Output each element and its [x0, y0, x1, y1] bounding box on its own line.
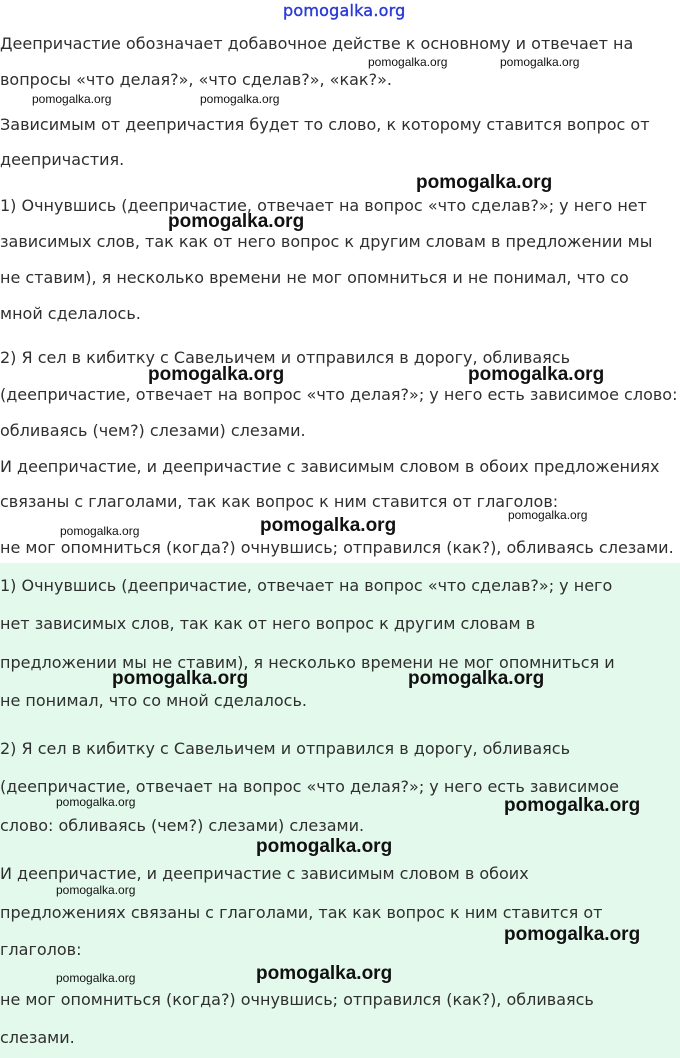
watermark: pomogalka.org [60, 524, 140, 538]
question-line: И деепричастие, и деепричастие с зависимым словом в обоих предложениях [0, 457, 660, 476]
watermark: pomogalka.org [260, 515, 397, 536]
watermark: pomogalka.org [504, 924, 641, 945]
answer-line: (деепричастие, отвечает на вопрос «что делая?»; у него есть зависимое [0, 777, 619, 796]
watermark: pomogalka.org [32, 92, 112, 106]
question-line: деепричастия. [0, 150, 125, 169]
watermark: pomogalka.org [56, 971, 136, 985]
question-line: 2) Я сел в кибитку с Савельичем и отправился в дорогу, обливаясь [0, 348, 570, 367]
question-line: 1) Очнувшись (деепричастие, отвечает на вопрос «что сделав?»; у него нет [0, 196, 647, 215]
question-line: связаны с глаголами, так как вопрос к ним ставится от глаголов: [0, 492, 559, 511]
answer-line: 2) Я сел в кибитку с Савельичем и отправился в дорогу, обливаясь [0, 739, 570, 758]
watermark: pomogalka.org [416, 172, 553, 193]
watermark: pomogalka.org [508, 508, 588, 522]
watermark: pomogalka.org [504, 795, 641, 816]
answer-line: не понимал, что со мной сделалось. [0, 691, 307, 710]
answer-line: глаголов: [0, 940, 82, 959]
question-line: вопросы «что делая?», «что сделав?», «как?». [0, 70, 392, 89]
watermark: pomogalka.org [200, 92, 280, 106]
watermark: pomogalka.org [56, 883, 136, 897]
answer-line: слово: обливаясь (чем?) слезами) слезами. [0, 816, 365, 835]
question-line: Зависимым от деепричастия будет то слово, к которому ставится вопрос от [0, 115, 650, 134]
question-line: зависимых слов, так как от него вопрос к другим словам в предложении мы [0, 232, 653, 251]
answer-line: И деепричастие, и деепричастие с зависимым словом в обоих [0, 864, 529, 883]
answer-line: не мог опомниться (когда?) очнувшись; отправился (как?), обливаясь [0, 990, 594, 1009]
question-line: Деепричастие обозначает добавочное действе к основному и отвечает на [0, 34, 634, 53]
question-line: не мог опомниться (когда?) очнувшись; отправился (как?), обливаясь слезами. [0, 538, 674, 557]
watermark: pomogalka.org [368, 55, 448, 69]
watermark: pomogalka.org [468, 364, 605, 385]
watermark: pomogalka.org [168, 211, 305, 232]
watermark: pomogalka.org [56, 795, 136, 809]
watermark: pomogalka.org [256, 963, 393, 984]
answer-line: слезами. [0, 1028, 75, 1047]
answer-line: предложениях связаны с глаголами, так как вопрос к ним ставится от [0, 903, 603, 922]
watermark: pomogalka.org [112, 668, 249, 689]
watermark: pomogalka.org [500, 55, 580, 69]
question-line: (деепричастие, отвечает на вопрос «что делая?»; у него есть зависимое слово: [0, 385, 678, 404]
question-line: мной сделалось. [0, 304, 141, 323]
watermark: pomogalka.org [408, 668, 545, 689]
question-line: обливаясь (чем?) слезами) слезами. [0, 421, 306, 440]
watermark: pomogalka.org [148, 364, 285, 385]
watermark: pomogalka.org [256, 836, 393, 857]
site-logo[interactable]: pomogalka.org [283, 1, 406, 20]
question-line: не ставим), я несколько времени не мог опомниться и не понимал, что со [0, 268, 629, 287]
answer-line: предложении мы не ставим), я несколько времени не мог опомниться и [0, 653, 615, 672]
answer-line: нет зависимых слов, так как от него вопрос к другим словам в [0, 614, 536, 633]
answer-line: 1) Очнувшись (деепричастие, отвечает на вопрос «что сделав?»; у него [0, 576, 613, 595]
